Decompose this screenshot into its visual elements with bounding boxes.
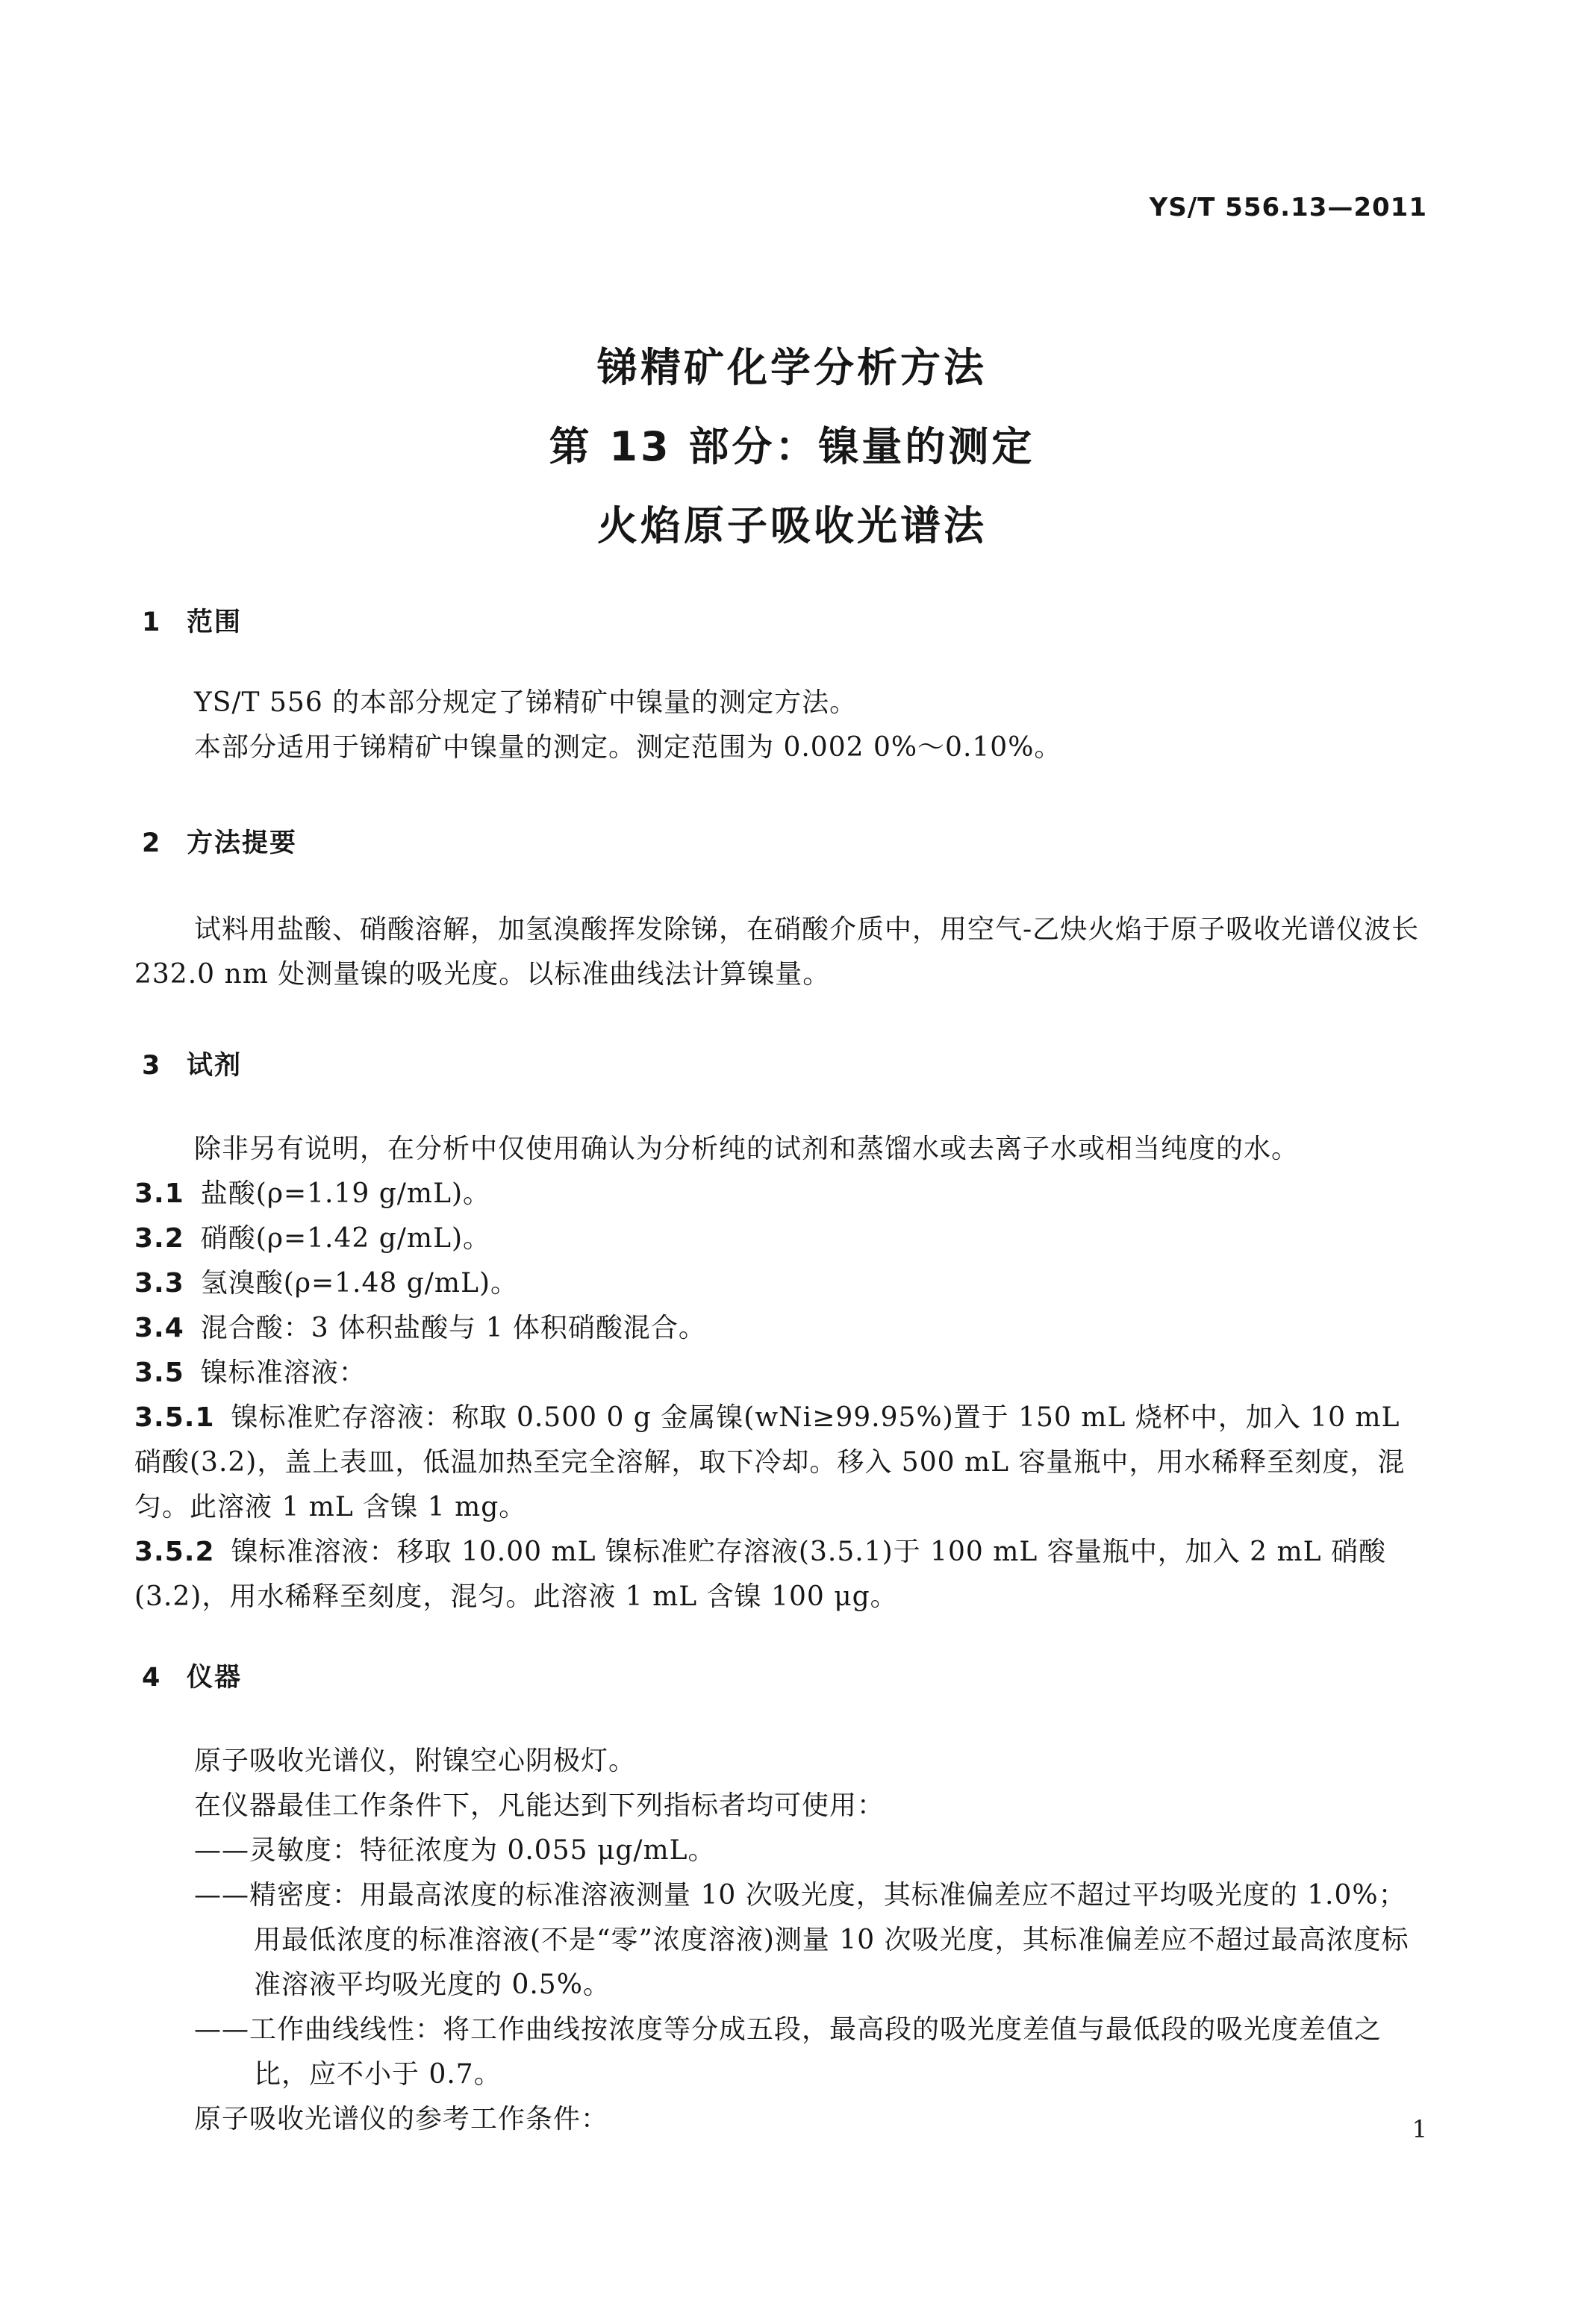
page-number: 1 [1412, 2115, 1427, 2143]
section-4-heading [142, 1657, 242, 1694]
clause-text: 硝酸(ρ=1.42 g/mL)。 [200, 1223, 491, 1254]
clause-text: 镍标准溶液： [200, 1358, 367, 1388]
clause-text: 镍标准贮存溶液：称取 0.500 0 g 金属镍(wNi≥99.95%)置于 150 mL 烧杯中，加入 10 mL 硝酸(3.2)，盖上表皿，低温加热至完全溶解，取下冷却。移入 500 mL 容量瓶中，用水稀释至刻度，混匀。此溶液 1 mL 含镍 1 mg。 [134, 1402, 1406, 1522]
section-title: 范围 [187, 607, 243, 637]
section-3-body [134, 1127, 1426, 1619]
clause-number: 3.1 [134, 1178, 184, 1209]
clause-text: 镍标准溶液：移取 10.00 mL 镍标准贮存溶液(3.5.1)于 100 mL 容量瓶中，加入 2 mL 硝酸(3.2)，用水稀释至刻度，混匀。此溶液 1 mL 含镍 100 μg。 [134, 1537, 1386, 1612]
paragraph: 原子吸收光谱仪，附镍空心阴极灯。 [194, 1746, 637, 1776]
paragraph: 本部分适用于锑精矿中镍量的测定。测定范围为 0.002 0%～0.10%。 [194, 732, 1062, 763]
clause-3-5-1 [134, 1396, 1426, 1530]
clause-3-3 [134, 1261, 1426, 1306]
title-line-3: 火焰原子吸收光谱法 [597, 502, 987, 549]
section-number: 4 [142, 1663, 162, 1693]
clause-number: 3.5 [134, 1358, 184, 1388]
dash-item-precision: ——精密度：用最高浓度的标准溶液测量 10 次吸光度，其标准偏差应不超过平均吸光度的 1.0%；用最低浓度的标准溶液(不是“零”浓度溶液)测量 10 次吸光度，其标准偏差应不超过最高浓度标准溶液平均吸光度的 0.5%。 [194, 1880, 1409, 2000]
clause-text: 氢溴酸(ρ=1.48 g/mL)。 [200, 1268, 519, 1299]
section-title: 试剂 [187, 1051, 243, 1081]
document-title [0, 328, 1584, 566]
dash-item-linearity: ——工作曲线线性：将工作曲线按浓度等分成五段，最高段的吸光度差值与最低段的吸光度差值之比，应不小于 0.7。 [194, 2014, 1382, 2090]
clause-number: 3.5.1 [134, 1402, 215, 1433]
clause-3-2 [134, 1216, 1426, 1261]
clause-number: 3.3 [134, 1268, 184, 1299]
section-title: 仪器 [187, 1663, 243, 1693]
paragraph: 在仪器最佳工作条件下，凡能达到下列指标者均可使用： [194, 1790, 885, 1821]
section-1-body [134, 681, 1426, 770]
section-1-heading [142, 602, 242, 639]
title-line-1: 锑精矿化学分析方法 [597, 344, 987, 391]
section-title: 方法提要 [187, 828, 298, 858]
paragraph: 除非另有说明，在分析中仅使用确认为分析纯的试剂和蒸馏水或去离子水或相当纯度的水。 [194, 1134, 1300, 1164]
section-2-body [134, 908, 1426, 997]
dash-item-sensitivity: ——灵敏度：特征浓度为 0.055 μg/mL。 [194, 1835, 716, 1866]
section-number: 1 [142, 607, 162, 637]
clause-3-4 [134, 1306, 1426, 1351]
clause-number: 3.5.2 [134, 1537, 215, 1567]
section-number: 3 [142, 1051, 162, 1081]
clause-number: 3.4 [134, 1313, 184, 1343]
title-line-2: 第 13 部分：镍量的测定 [549, 423, 1035, 470]
section-3-heading [142, 1045, 242, 1082]
paragraph: 原子吸收光谱仪的参考工作条件： [194, 2104, 609, 2134]
section-4-body [134, 1739, 1426, 2142]
clause-text: 盐酸(ρ=1.19 g/mL)。 [200, 1178, 491, 1209]
clause-3-1 [134, 1172, 1426, 1216]
clause-number: 3.2 [134, 1223, 184, 1254]
paragraph: 试料用盐酸、硝酸溶解，加氢溴酸挥发除锑，在硝酸介质中，用空气-乙炔火焰于原子吸收光谱仪波长 232.0 nm 处测量镍的吸光度。以标准曲线法计算镍量。 [134, 914, 1420, 990]
section-2-heading [142, 822, 297, 860]
clause-3-5 [134, 1351, 1426, 1396]
clause-text: 混合酸：3 体积盐酸与 1 体积硝酸混合。 [200, 1313, 706, 1343]
standard-number: YS/T 556.13—2011 [1149, 193, 1427, 222]
section-number: 2 [142, 828, 162, 858]
clause-3-5-2 [134, 1530, 1426, 1619]
paragraph: YS/T 556 的本部分规定了锑精矿中镍量的测定方法。 [194, 687, 858, 718]
